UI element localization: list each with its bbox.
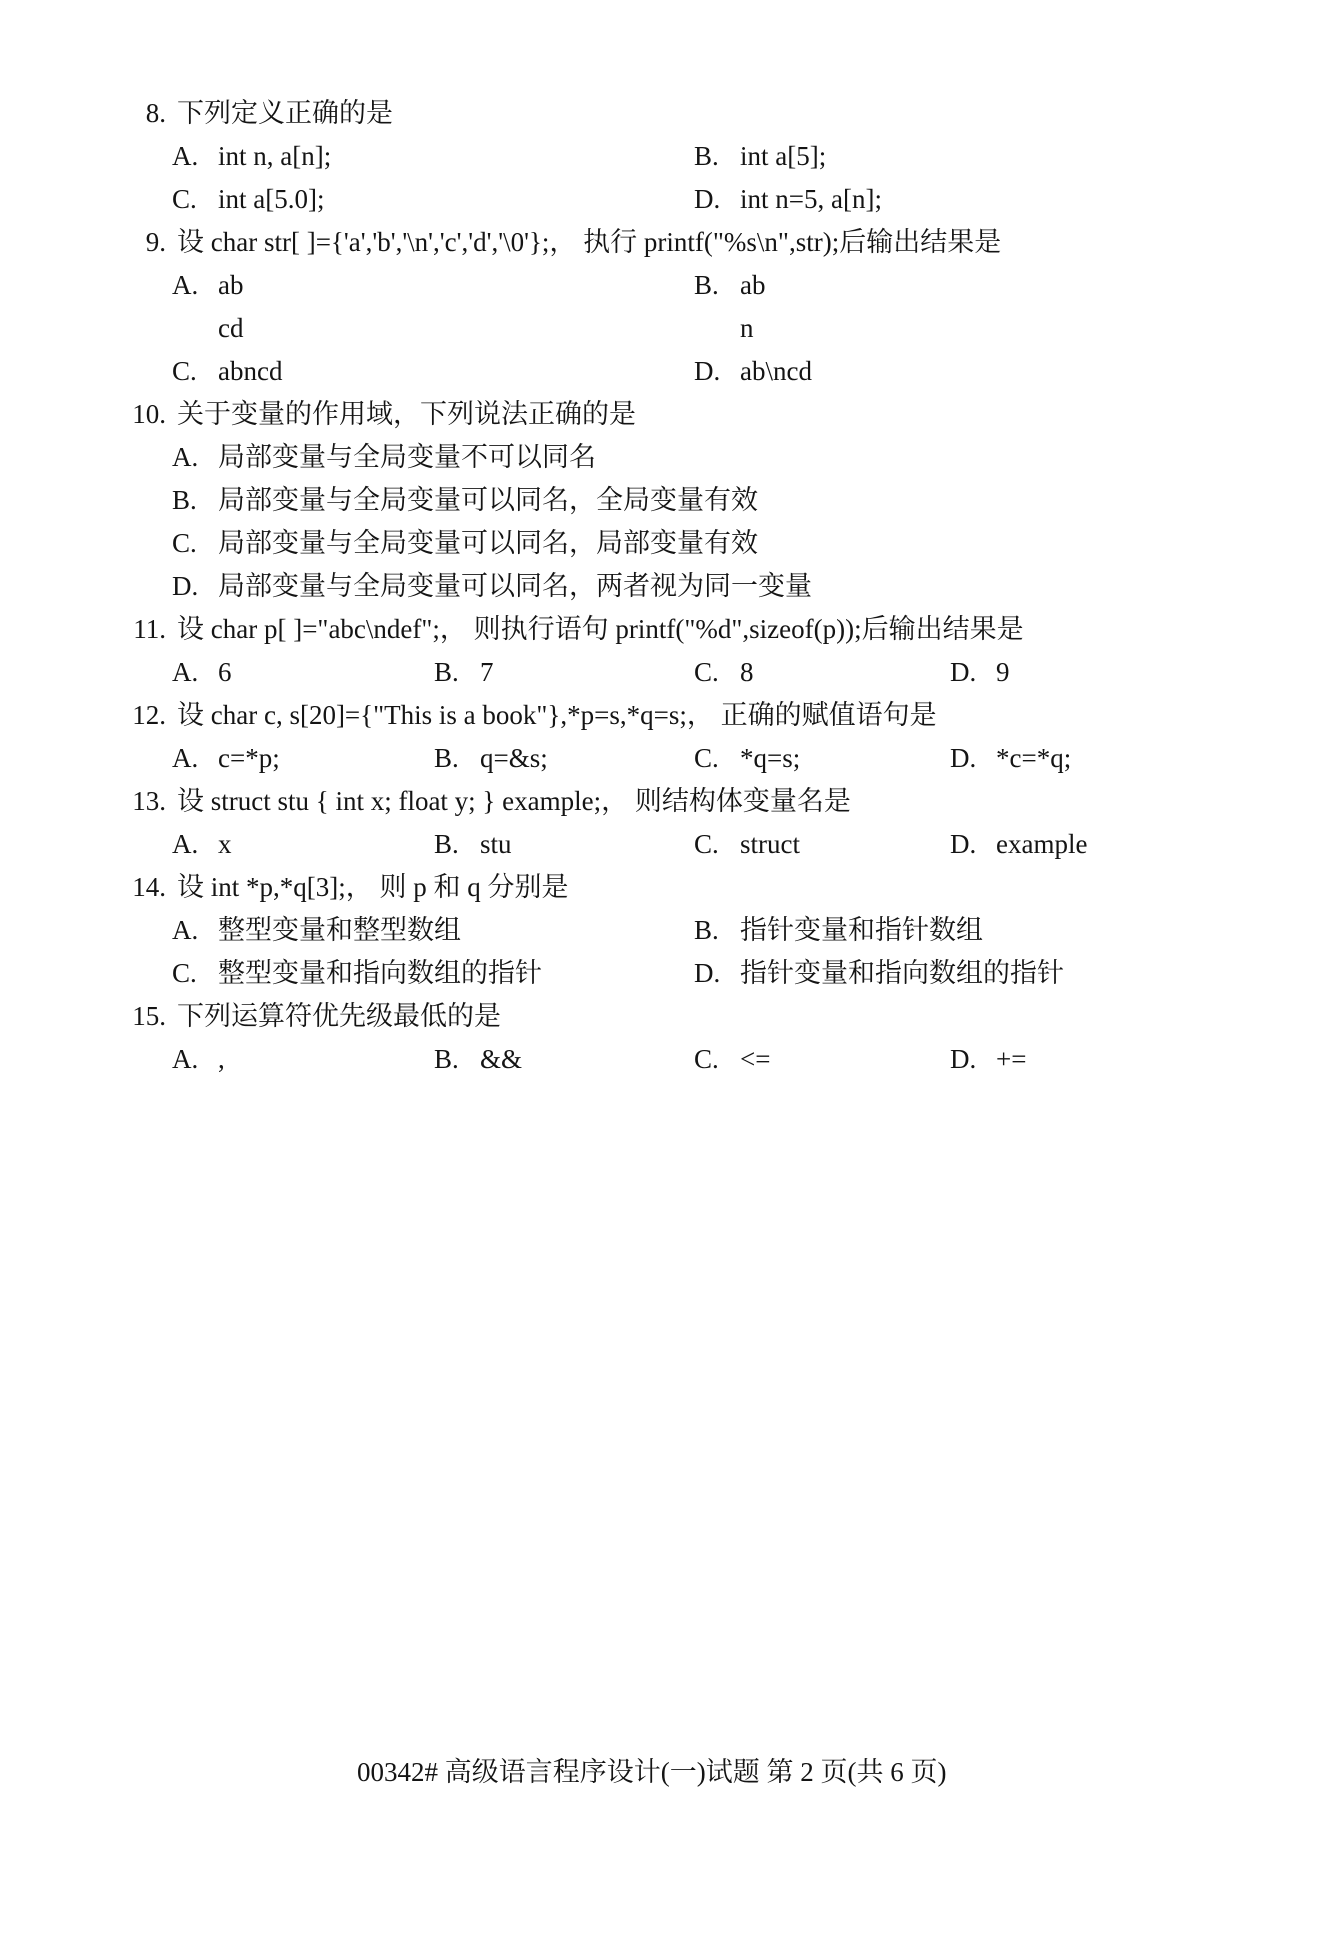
question-number: 10. xyxy=(132,399,166,429)
option-label: B. xyxy=(434,657,459,687)
option-text: cd xyxy=(218,313,244,343)
option-label: B. xyxy=(694,270,719,300)
option-label: C. xyxy=(694,829,719,859)
option-text: int n, a[n]; xyxy=(218,141,332,171)
option-label: D. xyxy=(950,743,977,773)
option-b xyxy=(694,135,1240,178)
option-text: example xyxy=(996,829,1088,859)
option-label: C. xyxy=(172,528,197,558)
option-label: C. xyxy=(172,958,197,988)
question-9 xyxy=(100,221,1240,393)
option-label: C. xyxy=(694,1044,719,1074)
option-text: 7 xyxy=(480,657,494,687)
option-a xyxy=(172,1038,434,1081)
option-b xyxy=(694,909,1240,952)
question-number: 13. xyxy=(132,786,166,816)
question-stem: 关于变量的作用域，下列说法正确的是 xyxy=(177,399,636,429)
option-label: B. xyxy=(172,485,197,515)
option-a xyxy=(172,823,434,866)
options-group xyxy=(172,264,1240,393)
option-label: D. xyxy=(694,184,721,214)
option-text: 指针变量和指针数组 xyxy=(740,915,983,945)
question-number: 15. xyxy=(132,1001,166,1031)
options-group xyxy=(172,135,1240,221)
question-stem: 设 char str[ ]={'a','b','\n','c','d','\0'};， 执行 printf("%s\n",str);后输出结果是 xyxy=(177,227,1002,257)
option-c xyxy=(172,952,694,995)
option-text: 9 xyxy=(996,657,1010,687)
question-11 xyxy=(100,608,1240,694)
option-a xyxy=(172,651,434,694)
option-b xyxy=(434,651,694,694)
option-d xyxy=(172,565,1240,608)
option-label: B. xyxy=(694,915,719,945)
option-c xyxy=(172,522,1240,565)
option-label: B. xyxy=(434,1044,459,1074)
option-label: A. xyxy=(172,141,199,171)
question-number: 14. xyxy=(132,872,166,902)
option-text: 局部变量与全局变量可以同名，全局变量有效 xyxy=(218,485,758,515)
option-label: A. xyxy=(172,1044,199,1074)
option-label: A. xyxy=(172,829,199,859)
option-a xyxy=(172,135,694,178)
option-text: c=*p; xyxy=(218,743,280,773)
option-label: D. xyxy=(950,657,977,687)
question-15 xyxy=(100,995,1240,1081)
option-text: stu xyxy=(480,829,512,859)
question-number: 8. xyxy=(145,98,166,128)
option-label: A. xyxy=(172,743,199,773)
question-14 xyxy=(100,866,1240,995)
option-text: 局部变量与全局变量不可以同名 xyxy=(218,442,596,472)
option-label: B. xyxy=(694,141,719,171)
options-group xyxy=(172,909,1240,995)
option-b xyxy=(172,479,1240,522)
option-b xyxy=(434,823,694,866)
question-number: 12. xyxy=(132,700,166,730)
questions-area xyxy=(100,92,1240,1081)
option-text: , xyxy=(218,1044,225,1074)
option-text: struct xyxy=(740,829,800,859)
question-stem: 下列运算符优先级最低的是 xyxy=(177,1001,501,1031)
question-12 xyxy=(100,694,1240,780)
options-group xyxy=(172,651,1240,694)
option-text: 局部变量与全局变量可以同名，局部变量有效 xyxy=(218,528,758,558)
question-number: 11. xyxy=(133,614,166,644)
option-label: B. xyxy=(434,829,459,859)
option-a xyxy=(172,737,434,780)
question-stem: 设 char c, s[20]={"This is a book"},*p=s,*q=s;， 正确的赋值语句是 xyxy=(177,700,937,730)
option-text: 整型变量和整型数组 xyxy=(218,915,461,945)
option-text: 8 xyxy=(740,657,754,687)
option-c xyxy=(694,1038,950,1081)
option-label: A. xyxy=(172,442,199,472)
option-label: D. xyxy=(950,1044,977,1074)
options-group xyxy=(172,436,1240,608)
option-label: C. xyxy=(172,356,197,386)
option-text: n xyxy=(740,313,754,343)
option-label: C. xyxy=(694,743,719,773)
option-label-spacer xyxy=(172,307,218,350)
option-c xyxy=(694,737,950,780)
question-stem: 下列定义正确的是 xyxy=(177,98,393,128)
option-b xyxy=(694,264,1240,307)
options-group xyxy=(172,1038,1240,1081)
question-stem: 设 char p[ ]="abc\ndef";， 则执行语句 printf("%d",sizeof(p));后输出结果是 xyxy=(177,614,1024,644)
option-label: D. xyxy=(172,571,199,601)
option-a-continuation xyxy=(172,307,694,350)
option-b xyxy=(434,737,694,780)
option-label: D. xyxy=(694,958,721,988)
question-8 xyxy=(100,92,1240,221)
option-text: 指针变量和指向数组的指针 xyxy=(740,958,1064,988)
option-text: 局部变量与全局变量可以同名，两者视为同一变量 xyxy=(218,571,812,601)
option-text: ab\ncd xyxy=(740,356,812,386)
option-d xyxy=(950,737,1240,780)
option-a xyxy=(172,436,1240,479)
option-text: += xyxy=(996,1044,1027,1074)
option-a xyxy=(172,264,694,307)
option-label: B. xyxy=(434,743,459,773)
option-text: int n=5, a[n]; xyxy=(740,184,882,214)
question-10 xyxy=(100,393,1240,608)
option-b-continuation xyxy=(694,307,1240,350)
option-text: 6 xyxy=(218,657,232,687)
option-label: D. xyxy=(950,829,977,859)
option-text: && xyxy=(480,1044,523,1074)
options-group xyxy=(172,737,1240,780)
option-d xyxy=(950,1038,1240,1081)
option-text: int a[5.0]; xyxy=(218,184,325,214)
option-label: C. xyxy=(172,184,197,214)
option-text: <= xyxy=(740,1044,771,1074)
option-text: x xyxy=(218,829,232,859)
question-stem: 设 struct stu { int x; float y; } example;， 则结构体变量名是 xyxy=(177,786,851,816)
option-c xyxy=(694,823,950,866)
question-13 xyxy=(100,780,1240,866)
option-text: *c=*q; xyxy=(996,743,1072,773)
option-label-spacer xyxy=(694,307,740,350)
option-a xyxy=(172,909,694,952)
option-c xyxy=(172,178,694,221)
option-label: A. xyxy=(172,915,199,945)
option-b xyxy=(434,1038,694,1081)
option-c xyxy=(694,651,950,694)
question-number: 9. xyxy=(145,227,166,257)
option-d xyxy=(694,952,1240,995)
option-text: int a[5]; xyxy=(740,141,827,171)
option-text: q=&s; xyxy=(480,743,548,773)
option-label: A. xyxy=(172,657,199,687)
options-group xyxy=(172,823,1240,866)
option-d xyxy=(950,651,1240,694)
option-text: *q=s; xyxy=(740,743,801,773)
option-d xyxy=(694,350,1240,393)
option-c xyxy=(172,350,694,393)
page-footer: 00342# 高级语言程序设计(一)试题 第 2 页(共 6 页) xyxy=(357,1757,947,1787)
option-text: ab xyxy=(218,270,244,300)
option-text: ab xyxy=(740,270,766,300)
option-label: C. xyxy=(694,657,719,687)
option-text: abncd xyxy=(218,356,283,386)
option-d xyxy=(694,178,1240,221)
option-d xyxy=(950,823,1240,866)
option-label: A. xyxy=(172,270,199,300)
option-text: 整型变量和指向数组的指针 xyxy=(218,958,542,988)
option-label: D. xyxy=(694,356,721,386)
question-stem: 设 int *p,*q[3];， 则 p 和 q 分别是 xyxy=(177,872,569,902)
